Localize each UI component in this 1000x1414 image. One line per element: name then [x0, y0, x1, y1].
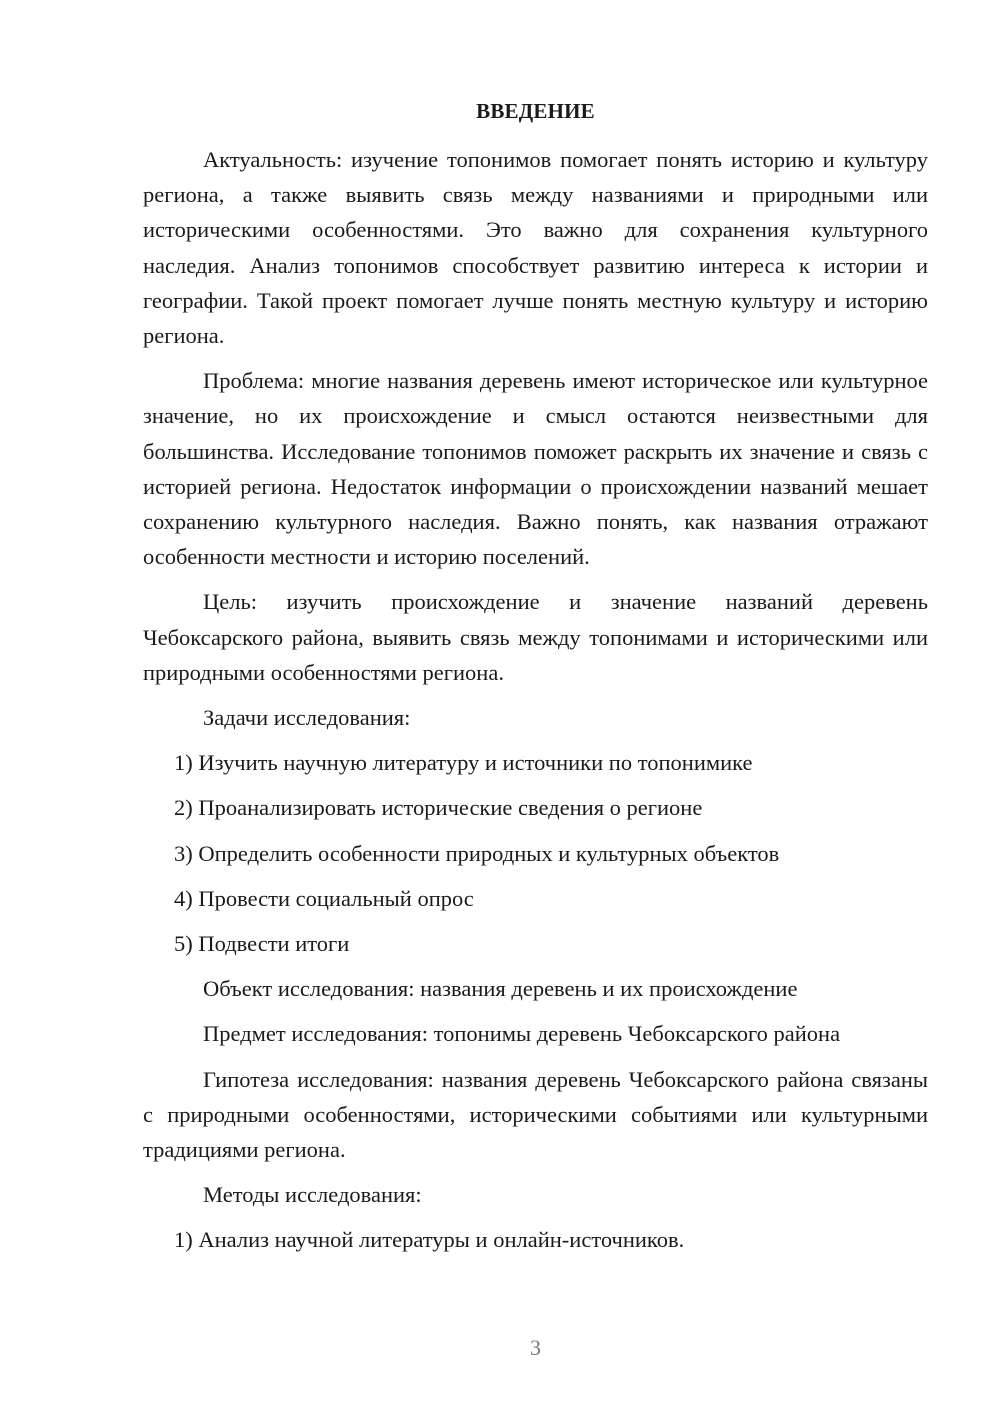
- subject-line: Предмет исследования: топонимы деревень Чебоксарского района: [203, 1021, 841, 1047]
- method-item: 1) Анализ научной литературы и онлайн-источников.: [174, 1227, 685, 1253]
- page-number: 3: [530, 1335, 541, 1360]
- goal-paragraph: Цель: изучить происхождение и значение названий деревень Чебоксарского района, выявить связь между топонимами и историческими или природными особенностями региона.: [143, 589, 928, 685]
- task-item: 3) Определить особенности природных и культурных объектов: [174, 840, 780, 866]
- methods-heading: Методы исследования:: [203, 1182, 422, 1208]
- problem-paragraph: Проблема: многие названия деревень имеют историческое или культурное значение, но их происхождение и смысл остаются неизвестными для большинства. Исследование топонимов поможет раскрыть их значение и связь с историей региона. Недостаток информации о происхождении названий мешает сохранению культурного наследия. Важно понять, как названия отражают особенности местности и историю поселений.: [143, 368, 928, 570]
- relevance-paragraph: Актуальность: изучение топонимов помогает понять историю и культуру региона, а также выявить связь между названиями и природными или историческими особенностями. Это важно для сохранения культурного наследия. Анализ топонимов способствует развитию интереса к истории и географии. Такой проект помогает лучше понять местную культуру и историю региона.: [143, 147, 928, 349]
- document-page: [143, 0, 928, 1414]
- task-item: 4) Провести социальный опрос: [174, 885, 474, 911]
- task-item: 2) Проанализировать исторические сведения о регионе: [174, 795, 703, 821]
- object-line: Объект исследования: названия деревень и их происхождение: [203, 976, 798, 1002]
- task-item: 5) Подвести итоги: [174, 931, 350, 957]
- document-body: [143, 142, 928, 1268]
- page-title: ВВЕДЕНИЕ: [476, 99, 595, 123]
- task-item: 1) Изучить научную литературу и источники по топонимике: [174, 750, 753, 776]
- tasks-heading: Задачи исследования:: [203, 705, 411, 731]
- hypothesis-paragraph: Гипотеза исследования: названия деревень Чебоксарского района связаны с природными особенностями, историческими событиями или культурными традициями региона.: [143, 1066, 928, 1163]
